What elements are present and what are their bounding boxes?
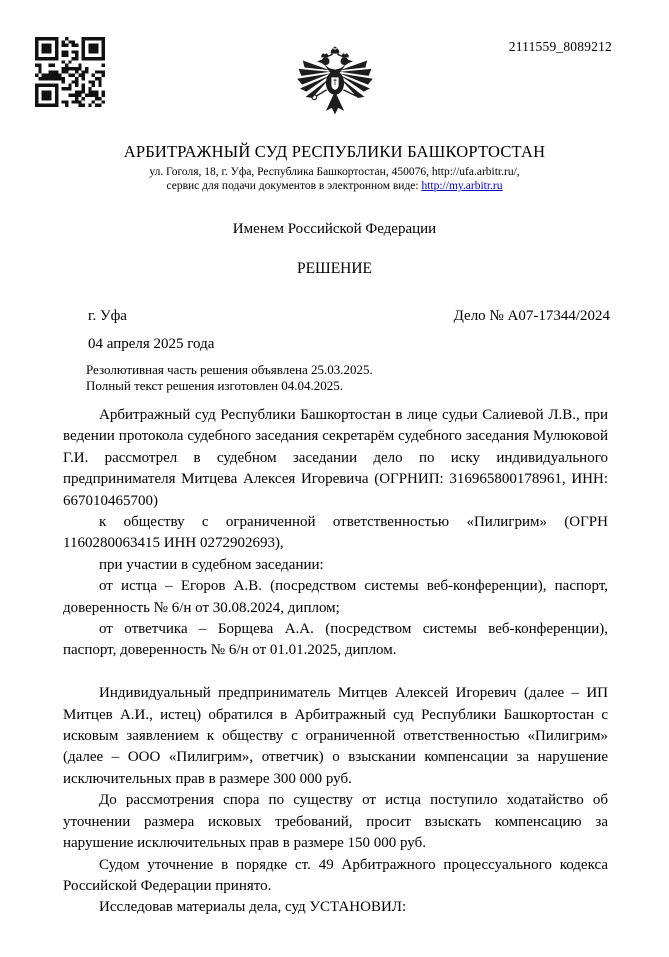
paragraph: от ответчика – Борщева А.А. (посредством системы веб-конференции), паспорт, доверенность № 6/н от 01.01.2025, диплом. bbox=[63, 621, 608, 659]
decision-heading: РЕШЕНИЕ bbox=[296, 260, 373, 277]
paragraph: Индивидуальный предприниматель Митцев Алексей Игоревич (далее – ИП Митцев А.И., истец) обратился в Арбитражный суд Республики Башкортостан с исковым заявлением к обществу с ограниченной ответственностью «Пилигрим» (далее – ООО «Пилигрим», ответчик) о взыскании компенсации за нарушение исключительных прав в размере 300 000 руб. bbox=[63, 685, 608, 787]
in-the-name-heading: Именем Российской Федерации bbox=[232, 221, 437, 237]
court-header bbox=[0, 142, 669, 193]
decision-date: 04 апреля 2025 года bbox=[88, 336, 215, 352]
decision-body bbox=[63, 405, 608, 919]
resolutive-dates bbox=[86, 362, 373, 393]
paragraph: к обществу с ограниченной ответственностью «Пилигрим» (ОГРН 1160280063415 ИНН 0272902693), bbox=[63, 514, 608, 552]
eservice-label: сервис для подачи документов в электронном виде: bbox=[166, 180, 422, 192]
paragraph: Судом уточнение в порядке ст. 49 Арбитражного процессуального кодекса Российской Федерации принято. bbox=[63, 856, 608, 894]
paragraph: от истца – Егоров А.В. (посредством системы веб-конференции), паспорт, доверенность № 6/н от 30.08.2024, диплом; bbox=[63, 578, 608, 616]
paragraph: при участии в судебном заседании: bbox=[99, 556, 324, 573]
russian-coat-of-arms-icon bbox=[293, 46, 377, 124]
resolutive-announced: Резолютивная часть решения объявлена 25.03.2025. bbox=[86, 362, 373, 377]
case-info-row bbox=[63, 308, 610, 325]
full-text-made: Полный текст решения изготовлен 04.04.2025. bbox=[86, 377, 344, 393]
paragraph: Исследовав материалы дела, суд УСТАНОВИЛ: bbox=[99, 899, 407, 916]
court-eservice-line bbox=[0, 179, 669, 193]
paragraph: До рассмотрения спора по существу от истца поступило ходатайство об уточнении размера исковых требований, просит взыскать компенсацию за нарушение исключительных прав в размере 150 000 руб. bbox=[63, 792, 608, 852]
court-name: АРБИТРАЖНЫЙ СУД РЕСПУБЛИКИ БАШКОРТОСТАН bbox=[123, 142, 546, 161]
case-number: Дело № А07-17344/2024 bbox=[453, 308, 610, 324]
qr-code-icon bbox=[35, 37, 105, 107]
document-id: 2111559_8089212 bbox=[508, 39, 612, 54]
court-address: ул. Гоголя, 18, г. Уфа, Республика Башкортостан, 450076, http://ufa.arbitr.ru/, bbox=[149, 166, 520, 178]
case-city: г. Уфа bbox=[88, 308, 127, 324]
paragraph: Арбитражный суд Республики Башкортостан в лице судьи Салиевой Л.В., при ведении протокола судебного заседания секретарём судебного заседания Мулюковой Г.И. рассмотрел в судебном заседании дело по иску индивидуального предпринимателя Митцева Алексея Игоревича (ОГРНИП: 316965800178961, ИНН: 667010465700) bbox=[63, 407, 608, 509]
eservice-link[interactable]: http://my.arbitr.ru bbox=[421, 180, 503, 192]
